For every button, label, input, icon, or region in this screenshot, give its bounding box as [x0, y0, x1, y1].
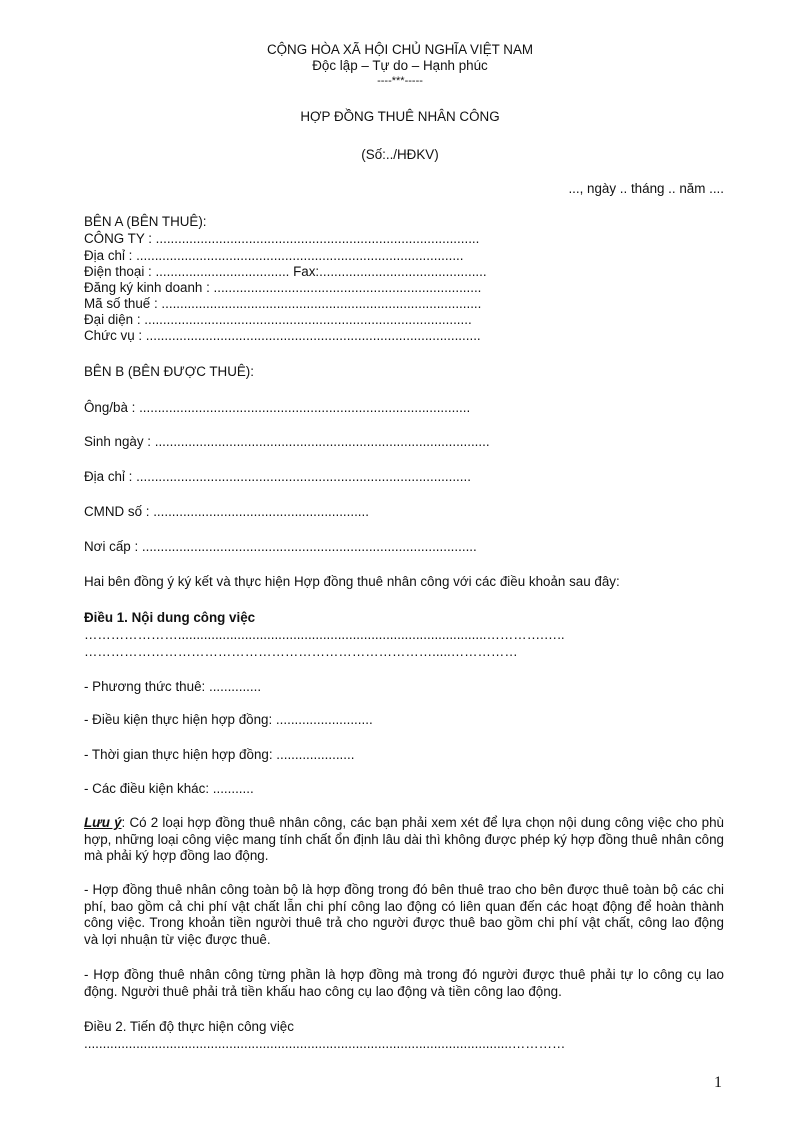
article2-blank: ...................................................................................................................………… — [84, 1036, 566, 1051]
party-b-dob: Sinh ngày : .......................................................................................... — [84, 434, 490, 449]
party-b-issued-at: Nơi cấp : .......................................................................................... — [84, 539, 477, 554]
article1-full-contract: - Hợp đồng thuê nhân công toàn bộ là hợp đồng trong đó bên thuê trao cho bên được thuê toàn bộ các chi phí, bao gồm cả chi phí vật chất lẫn chi phí công lao động có liên quan đến các hoạt động để hoàn thành công việc. Trong khoản tiền người thuê trả cho người được thuê bao gồm chi phí vật chất, công lao động và lợi nhuận từ việc được thuê. — [84, 882, 724, 947]
article1-other-conditions: - Các điều kiện khác: ........... — [84, 781, 254, 796]
contract-number: (Số:../HĐKV) — [361, 147, 439, 162]
article1-blank-2: …………………………………………………………………….....…………… — [84, 644, 518, 659]
header-separator: ----***----- — [377, 75, 423, 87]
party-b-name: Ông/bà : ......................................................................................... — [84, 400, 471, 415]
article1-duration: - Thời gian thực hiện hợp đồng: ..................... — [84, 747, 355, 762]
article2-heading: Điều 2. Tiến độ thực hiện công việc — [84, 1019, 294, 1034]
article1-method: - Phương thức thuê: .............. — [84, 679, 262, 694]
date-line: ..., ngày .. tháng .. năm .... — [568, 181, 724, 196]
party-b-address: Địa chỉ : .......................................................................................... — [84, 469, 471, 484]
page-number: 1 — [714, 1074, 722, 1091]
party-a-phone-fax: Điện thoại : .................................... Fax:............................................. — [84, 264, 487, 279]
note-label: Lưu ý — [84, 815, 122, 830]
article1-note — [84, 815, 724, 865]
party-a-position: Chức vụ : .......................................................................................... — [84, 328, 481, 343]
party-a-company: CÔNG TY : ....................................................................................... — [84, 231, 480, 246]
agreement-text: Hai bên đồng ý ký kết và thực hiện Hợp đồng thuê nhân công với các điều khoản sau đây: — [84, 574, 620, 589]
article1-contract-conditions: - Điều kiện thực hiện hợp đồng: .......................... — [84, 712, 373, 727]
party-a-business-reg: Đăng ký kinh doanh : ........................................................................ — [84, 280, 482, 295]
article1-blank-1: …………………...................................................................................………….….. — [84, 627, 565, 642]
party-a-address: Địa chỉ : ........................................................................................ — [84, 248, 464, 263]
party-a-heading: BÊN A (BÊN THUÊ): — [84, 214, 207, 229]
header-country: CỘNG HÒA XÃ HỘI CHỦ NGHĨA VIỆT NAM — [266, 42, 534, 57]
article1-heading: Điều 1. Nội dung công việc — [84, 610, 256, 625]
party-b-id-card: CMND số : .......................................................... — [84, 504, 369, 519]
party-a-tax-code: Mã số thuế : ...................................................................................... — [84, 296, 482, 311]
header-motto: Độc lập – Tự do – Hạnh phúc — [312, 58, 488, 73]
party-a-representative: Đại diện : ........................................................................................ — [84, 312, 472, 327]
document-title: HỢP ĐỒNG THUÊ NHÂN CÔNG — [300, 109, 500, 124]
party-b-heading: BÊN B (BÊN ĐƯỢC THUÊ): — [84, 364, 254, 379]
article1-partial-contract: - Hợp đồng thuê nhân công từng phần là hợp đồng mà trong đó người được thuê phải tự lo công cụ lao động. Người thuê phải trả tiền khấu hao công cụ lao động và tiền công lao động. — [84, 967, 724, 999]
note-text: : Có 2 loại hợp đồng thuê nhân công, các bạn phải xem xét để lựa chọn nội dung công việc cho phù hợp, những loại công việc mang tính chất ổn định lâu dài thì không được phép ký hợp đồng thuê nhân công mà phải ký hợp đồng lao động. — [84, 815, 724, 863]
